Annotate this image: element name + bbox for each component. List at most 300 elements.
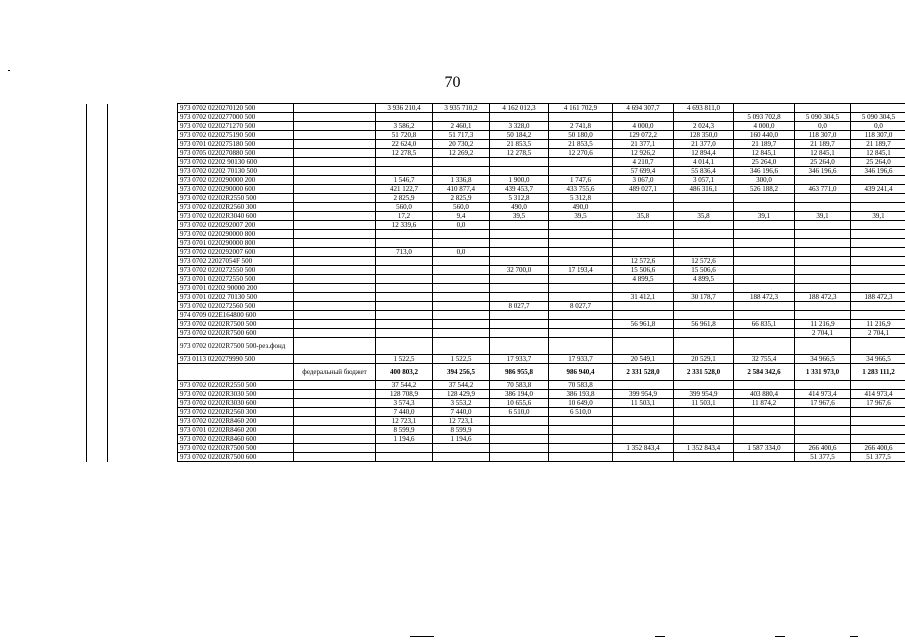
value-cell	[851, 257, 905, 266]
funding-source-cell	[294, 355, 376, 364]
value-cell: 4 694 307,7	[613, 104, 674, 113]
table-row	[87, 167, 905, 176]
value-cell: 986 940,4	[549, 364, 613, 381]
value-cell	[490, 275, 549, 284]
gutter-cell	[108, 399, 178, 408]
value-cell	[549, 239, 613, 248]
value-cell	[674, 284, 734, 293]
value-cell	[795, 221, 851, 230]
table-row	[87, 185, 905, 194]
table-row	[87, 320, 905, 329]
value-cell	[795, 408, 851, 417]
value-cell	[376, 293, 433, 302]
value-cell	[549, 338, 613, 355]
value-cell: 37 544,2	[376, 381, 433, 390]
scan-artifact	[850, 636, 858, 637]
value-cell	[795, 194, 851, 203]
gutter-cell	[87, 176, 108, 185]
gutter-cell	[108, 435, 178, 444]
value-cell	[549, 257, 613, 266]
value-cell: 2 024,3	[674, 122, 734, 131]
value-cell: 11 874,2	[734, 399, 795, 408]
value-cell: 12 278,5	[490, 149, 549, 158]
value-cell	[613, 230, 674, 239]
value-cell	[851, 381, 905, 390]
value-cell: 1 194,6	[433, 435, 490, 444]
budget-code-cell: 973 0702 02202R3030 600	[178, 399, 294, 408]
value-cell	[851, 176, 905, 185]
value-cell	[613, 113, 674, 122]
value-cell	[851, 311, 905, 320]
value-cell	[376, 257, 433, 266]
value-cell: 8 027,7	[490, 302, 549, 311]
budget-table	[86, 103, 905, 462]
table-row	[87, 381, 905, 390]
value-cell	[490, 284, 549, 293]
value-cell	[433, 302, 490, 311]
value-cell	[851, 417, 905, 426]
gutter-cell	[87, 284, 108, 293]
budget-code-cell: 973 0702 02202R7500 600	[178, 329, 294, 338]
value-cell	[734, 284, 795, 293]
value-cell	[376, 302, 433, 311]
table-row	[87, 426, 905, 435]
value-cell: 30 178,7	[674, 293, 734, 302]
value-cell	[376, 167, 433, 176]
table-row	[87, 284, 905, 293]
value-cell	[795, 248, 851, 257]
value-cell: 4 899,5	[613, 275, 674, 284]
value-cell: 129 072,2	[613, 131, 674, 140]
value-cell	[549, 284, 613, 293]
value-cell: 21 853,5	[490, 140, 549, 149]
value-cell: 20 730,2	[433, 140, 490, 149]
table-row	[87, 248, 905, 257]
value-cell	[734, 435, 795, 444]
gutter-cell	[87, 275, 108, 284]
value-cell	[795, 417, 851, 426]
value-cell: 21 853,5	[549, 140, 613, 149]
scan-tick-mark	[8, 70, 10, 71]
value-cell	[376, 311, 433, 320]
gutter-cell	[108, 302, 178, 311]
value-cell	[433, 329, 490, 338]
value-cell: 3 067,0	[613, 176, 674, 185]
value-cell	[795, 275, 851, 284]
value-cell: 50 180,0	[549, 131, 613, 140]
gutter-cell	[87, 239, 108, 248]
budget-code-cell: 973 0702 02202R2550 500	[178, 381, 294, 390]
funding-source-cell	[294, 302, 376, 311]
value-cell	[376, 453, 433, 462]
value-cell	[795, 203, 851, 212]
gutter-cell	[87, 122, 108, 131]
value-cell: 439 241,4	[851, 185, 905, 194]
funding-source-cell	[294, 257, 376, 266]
value-cell: 70 583,8	[549, 381, 613, 390]
budget-code-cell: 973 0702 22027054F 500	[178, 257, 294, 266]
table-row	[87, 257, 905, 266]
value-cell: 51 720,8	[376, 131, 433, 140]
funding-source-cell	[294, 104, 376, 113]
gutter-cell	[108, 131, 178, 140]
value-cell	[734, 311, 795, 320]
page-number: 70	[444, 74, 461, 91]
value-cell	[376, 113, 433, 122]
gutter-cell	[87, 399, 108, 408]
funding-source-cell	[294, 212, 376, 221]
value-cell	[433, 266, 490, 275]
value-cell	[613, 453, 674, 462]
value-cell: 3 935 710,2	[433, 104, 490, 113]
gutter-cell	[108, 364, 178, 381]
value-cell: 6 510,0	[490, 408, 549, 417]
value-cell	[613, 302, 674, 311]
value-cell	[613, 381, 674, 390]
value-cell	[549, 311, 613, 320]
value-cell	[851, 194, 905, 203]
value-cell: 21 377,0	[674, 140, 734, 149]
value-cell	[674, 230, 734, 239]
gutter-cell	[87, 453, 108, 462]
value-cell: 35,8	[674, 212, 734, 221]
value-cell	[734, 248, 795, 257]
value-cell: 37 544,2	[433, 381, 490, 390]
value-cell: 463 771,0	[795, 185, 851, 194]
value-cell: 4 693 811,0	[674, 104, 734, 113]
value-cell: 39,5	[549, 212, 613, 221]
funding-source-cell	[294, 275, 376, 284]
funding-source-cell	[294, 194, 376, 203]
value-cell	[613, 338, 674, 355]
value-cell: 12 723,1	[376, 417, 433, 426]
value-cell	[795, 435, 851, 444]
funding-source-cell	[294, 113, 376, 122]
table-row	[87, 194, 905, 203]
value-cell: 386 193,8	[549, 390, 613, 399]
value-cell: 10 655,6	[490, 399, 549, 408]
value-cell: 31 412,1	[613, 293, 674, 302]
value-cell	[613, 435, 674, 444]
value-cell: 3 328,0	[490, 122, 549, 131]
value-cell: 8 599,9	[376, 426, 433, 435]
budget-code-cell: 973 0113 0220279990 500	[178, 355, 294, 364]
value-cell: 12 572,6	[674, 257, 734, 266]
funding-source-cell	[294, 266, 376, 275]
value-cell: 2 741,8	[549, 122, 613, 131]
value-cell: 50 184,2	[490, 131, 549, 140]
value-cell	[734, 194, 795, 203]
gutter-cell	[87, 131, 108, 140]
value-cell: 8 599,9	[433, 426, 490, 435]
gutter-cell	[87, 293, 108, 302]
value-cell: 5 090 304,5	[795, 113, 851, 122]
value-cell	[433, 284, 490, 293]
value-cell	[490, 257, 549, 266]
value-cell	[490, 113, 549, 122]
value-cell	[674, 194, 734, 203]
value-cell: 39,1	[795, 212, 851, 221]
value-cell	[734, 275, 795, 284]
table-row	[87, 311, 905, 320]
value-cell: 12 845,1	[851, 149, 905, 158]
value-cell	[674, 417, 734, 426]
table-row	[87, 104, 905, 113]
budget-code-cell: 973 0702 0220292007 200	[178, 221, 294, 230]
value-cell	[674, 203, 734, 212]
budget-code-cell: 973 0702 0220290000 800	[178, 230, 294, 239]
table-row	[87, 212, 905, 221]
budget-code-cell: 973 0701 02202 90000 200	[178, 284, 294, 293]
value-cell: 66 835,1	[734, 320, 795, 329]
value-cell	[433, 239, 490, 248]
value-cell	[851, 266, 905, 275]
value-cell: 39,5	[490, 212, 549, 221]
value-cell: 490,0	[490, 203, 549, 212]
table-row	[87, 140, 905, 149]
value-cell: 7 440,0	[433, 408, 490, 417]
value-cell: 346 196,6	[734, 167, 795, 176]
budget-code-cell: 973 0702 0220290000 600	[178, 185, 294, 194]
value-cell: 713,0	[376, 248, 433, 257]
value-cell: 5 093 702,8	[734, 113, 795, 122]
budget-code-cell: 973 0702 0220277000 500	[178, 113, 294, 122]
value-cell	[613, 426, 674, 435]
budget-code-cell: 973 0702 02202 70130 500	[178, 167, 294, 176]
gutter-cell	[108, 453, 178, 462]
table-row	[87, 203, 905, 212]
value-cell: 5 312,8	[490, 194, 549, 203]
value-cell: 12 339,6	[376, 221, 433, 230]
table-row	[87, 239, 905, 248]
budget-code-cell: 973 0702 02202R2560 300	[178, 203, 294, 212]
gutter-cell	[87, 338, 108, 355]
value-cell	[376, 329, 433, 338]
value-cell: 1 747,6	[549, 176, 613, 185]
value-cell: 35,8	[613, 212, 674, 221]
funding-source-cell	[294, 140, 376, 149]
value-cell: 2 704,1	[795, 329, 851, 338]
funding-source-cell	[294, 230, 376, 239]
value-cell	[433, 293, 490, 302]
value-cell	[613, 329, 674, 338]
gutter-cell	[108, 257, 178, 266]
value-cell: 4 000,0	[613, 122, 674, 131]
budget-code-cell: 973 0702 02202R8460 200	[178, 417, 294, 426]
value-cell	[795, 338, 851, 355]
funding-source-cell	[294, 417, 376, 426]
value-cell	[795, 239, 851, 248]
value-cell	[734, 426, 795, 435]
value-cell: 9,4	[433, 212, 490, 221]
funding-source-cell	[294, 221, 376, 230]
value-cell: 56 961,8	[674, 320, 734, 329]
table-row	[87, 329, 905, 338]
funding-source-cell	[294, 381, 376, 390]
value-cell	[490, 221, 549, 230]
gutter-cell	[87, 185, 108, 194]
table-row	[87, 275, 905, 284]
value-cell	[734, 257, 795, 266]
gutter-cell	[108, 212, 178, 221]
value-cell	[549, 248, 613, 257]
value-cell: 51 377,5	[795, 453, 851, 462]
value-cell	[549, 329, 613, 338]
value-cell	[376, 444, 433, 453]
budget-code-cell: 974 0709 022E164800 600	[178, 311, 294, 320]
gutter-cell	[87, 444, 108, 453]
value-cell: 4 899,5	[674, 275, 734, 284]
value-cell	[433, 275, 490, 284]
value-cell: 118 307,0	[795, 131, 851, 140]
value-cell	[851, 338, 905, 355]
value-cell	[674, 426, 734, 435]
value-cell	[376, 338, 433, 355]
value-cell	[851, 284, 905, 293]
value-cell	[734, 408, 795, 417]
value-cell: 266 400,6	[795, 444, 851, 453]
value-cell	[376, 158, 433, 167]
value-cell	[851, 435, 905, 444]
value-cell	[795, 426, 851, 435]
value-cell: 12 572,6	[613, 257, 674, 266]
value-cell: 12 270,6	[549, 149, 613, 158]
value-cell: 394 256,5	[433, 364, 490, 381]
gutter-cell	[87, 221, 108, 230]
gutter-cell	[108, 230, 178, 239]
table-row	[87, 158, 905, 167]
value-cell	[734, 266, 795, 275]
value-cell	[490, 444, 549, 453]
value-cell	[795, 257, 851, 266]
value-cell: 1 283 111,2	[851, 364, 905, 381]
value-cell	[549, 444, 613, 453]
scan-artifact	[655, 636, 665, 637]
gutter-cell	[87, 257, 108, 266]
value-cell	[613, 203, 674, 212]
value-cell: 51 377,5	[851, 453, 905, 462]
value-cell	[490, 435, 549, 444]
gutter-cell	[108, 239, 178, 248]
value-cell: 560,0	[433, 203, 490, 212]
table-row	[87, 453, 905, 462]
table-row	[87, 417, 905, 426]
value-cell	[734, 302, 795, 311]
value-cell: 0,0	[795, 122, 851, 131]
value-cell	[490, 426, 549, 435]
gutter-cell	[108, 185, 178, 194]
value-cell: 160 440,0	[734, 131, 795, 140]
funding-source-cell	[294, 338, 376, 355]
value-cell: 128 429,9	[433, 390, 490, 399]
value-cell	[734, 104, 795, 113]
gutter-cell	[87, 302, 108, 311]
value-cell: 410 877,4	[433, 185, 490, 194]
value-cell: 433 755,6	[549, 185, 613, 194]
gutter-cell	[108, 176, 178, 185]
value-cell	[549, 221, 613, 230]
value-cell	[549, 113, 613, 122]
value-cell	[490, 158, 549, 167]
value-cell	[376, 239, 433, 248]
value-cell	[490, 311, 549, 320]
funding-source-cell	[294, 408, 376, 417]
value-cell: 300,0	[734, 176, 795, 185]
gutter-cell	[108, 417, 178, 426]
gutter-cell	[87, 104, 108, 113]
value-cell: 12 845,1	[795, 149, 851, 158]
funding-source-cell	[294, 122, 376, 131]
value-cell: 3 057,1	[674, 176, 734, 185]
gutter-cell	[108, 266, 178, 275]
budget-code-cell: 973 0705 0220270880 500	[178, 149, 294, 158]
funding-source-cell	[294, 453, 376, 462]
value-cell: 11 503,1	[674, 399, 734, 408]
value-cell	[549, 293, 613, 302]
value-cell: 3 586,2	[376, 122, 433, 131]
value-cell: 3 936 210,4	[376, 104, 433, 113]
table-row	[87, 399, 905, 408]
value-cell	[674, 239, 734, 248]
value-cell: 118 307,0	[851, 131, 905, 140]
value-cell: 2 584 342,6	[734, 364, 795, 381]
value-cell	[674, 248, 734, 257]
value-cell	[795, 381, 851, 390]
funding-source-cell	[294, 320, 376, 329]
gutter-cell	[108, 221, 178, 230]
value-cell: 17 193,4	[549, 266, 613, 275]
value-cell: 17,2	[376, 212, 433, 221]
value-cell	[795, 311, 851, 320]
value-cell: 17 967,6	[851, 399, 905, 408]
table-row	[87, 230, 905, 239]
gutter-cell	[87, 248, 108, 257]
gutter-cell	[87, 329, 108, 338]
value-cell: 11 216,9	[851, 320, 905, 329]
budget-code-cell: 973 0702 02202R7500 500	[178, 320, 294, 329]
value-cell: 21 377,1	[613, 140, 674, 149]
budget-code-cell: 973 0702 02202R7500 500	[178, 444, 294, 453]
value-cell: 400 803,2	[376, 364, 433, 381]
funding-source-cell	[294, 329, 376, 338]
gutter-cell	[87, 435, 108, 444]
value-cell	[433, 338, 490, 355]
value-cell: 414 973,4	[795, 390, 851, 399]
gutter-cell	[108, 381, 178, 390]
scan-artifact	[410, 636, 434, 637]
funding-source-cell	[294, 176, 376, 185]
budget-code-cell: 973 0702 02202R3030 500	[178, 390, 294, 399]
gutter-cell	[87, 390, 108, 399]
value-cell: 421 122,7	[376, 185, 433, 194]
budget-code-cell: 973 0702 0220275190 500	[178, 131, 294, 140]
value-cell: 1 194,6	[376, 435, 433, 444]
value-cell: 25 264,0	[795, 158, 851, 167]
value-cell: 4 000,0	[734, 122, 795, 131]
value-cell	[851, 426, 905, 435]
value-cell: 17 933,7	[490, 355, 549, 364]
value-cell: 526 188,2	[734, 185, 795, 194]
value-cell: 1 331 973,0	[795, 364, 851, 381]
funding-source-cell: федеральный бюджет	[294, 364, 376, 381]
value-cell	[734, 338, 795, 355]
table-row	[87, 113, 905, 122]
gutter-cell	[108, 355, 178, 364]
value-cell	[674, 311, 734, 320]
budget-code-cell: 973 0701 0220272550 500	[178, 275, 294, 284]
value-cell	[549, 426, 613, 435]
table-row	[87, 435, 905, 444]
